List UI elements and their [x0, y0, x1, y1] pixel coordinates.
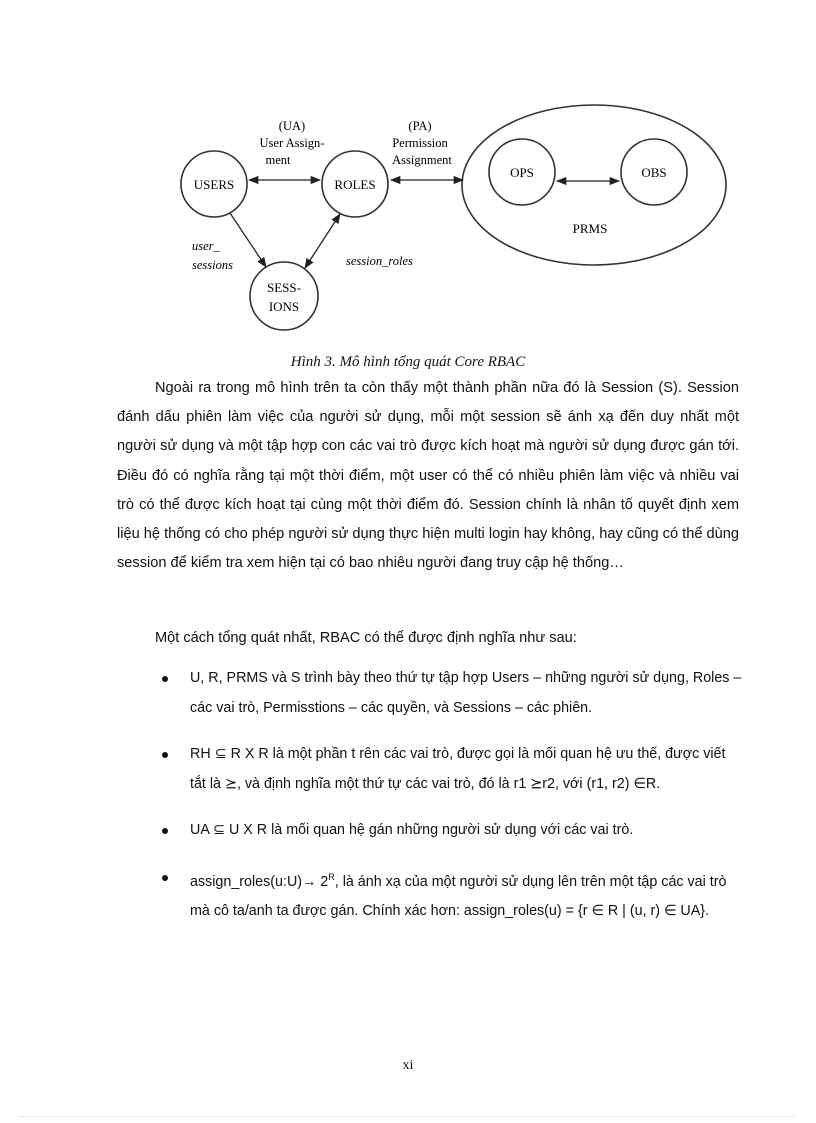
bullet-text-rh: RH ⊆ R X R là một phần t rên các vai trò, được gọi là mối quan hệ ưu thế, được viết tắt là ⪰, và định nghĩa một thứ tự các vai trò, đó là r1 ⪰r2, với (r1, r2) ∈R.	[190, 746, 726, 792]
ua-abbr-label: (UA)	[278, 119, 306, 133]
ops-label: OPS	[510, 165, 534, 180]
list-item	[170, 740, 742, 799]
prms-label: PRMS	[572, 221, 608, 236]
figure-caption: Hình 3. Mô hình tổng quát Core RBAC	[290, 354, 526, 370]
obs-label: OBS	[641, 165, 667, 180]
paragraph-definition-intro: Một cách tổng quát nhất, RBAC có thể được định nghĩa như sau:	[155, 630, 577, 646]
prms-ellipse	[462, 105, 726, 265]
session-roles-arrow	[305, 214, 340, 268]
page-bottom-divider	[20, 1116, 796, 1117]
bullet-text-assign-roles-prefix: assign_roles(u:U)→ 2	[190, 873, 329, 890]
definition-list	[170, 664, 742, 943]
ua-label-line2: ment	[265, 153, 291, 167]
user-sessions-label-line1: user_	[192, 239, 220, 253]
session-roles-label: session_roles	[346, 254, 413, 268]
list-item	[170, 863, 742, 927]
page-number: xi	[402, 1058, 414, 1073]
sessions-label-line2: IONS	[268, 299, 300, 314]
users-label: USERS	[193, 177, 235, 192]
list-item	[170, 664, 742, 723]
sessions-label-line1: SESS-	[267, 280, 301, 295]
pa-label-line1: Permission	[392, 136, 448, 150]
user-sessions-label-line2: sessions	[192, 258, 233, 272]
ua-label-line1: User Assign-	[259, 136, 325, 150]
power-set-superscript: R	[328, 871, 335, 882]
bullet-text-ua: UA ⊆ U X R là mối quan hệ gán những người sử dụng với các vai trò.	[190, 822, 634, 838]
list-item	[170, 816, 742, 846]
core-rbac-diagram	[170, 95, 730, 345]
paragraph-session: Ngoài ra trong mô hình trên ta còn thấy một thành phần nữa đó là Session (S). Session đánh dấu phiên làm việc của người sử dụng, mỗi một session sẽ ánh xạ đến duy nhất một người sử dụng và một tập hợp con các vai trò được kích hoạt mà người sử dụng được gán tới. Điều đó có nghĩa rằng tại một thời điểm, một user có thể có nhiều phiên làm việc và nhiều vai trò có thể được kích hoạt tại cùng một thời điểm đó. Session chính là nhân tố quyết định xem liệu hệ thống có cho phép người sử dụng thực hiện multi login hay không, hay cũng có thể dùng session để kiểm tra xem hiện tại có bao nhiêu người đang truy cập hệ thống…	[117, 380, 739, 572]
bullet-text-assign-roles-rest: , là ánh xạ của một người sử dụng lên trên một tập các vai trò mà cô ta/anh ta được gán. Chính xác hơn: assign_roles(u) = {r ∈ R | (u, r) ∈ UA}.	[190, 873, 727, 919]
roles-label: ROLES	[334, 177, 376, 192]
bullet-text-sets: U, R, PRMS và S trình bày theo thứ tự tập hợp Users – những người sử dụng, Roles – các vai trò, Permisstions – các quyền, và Sessions – các phiên.	[190, 670, 742, 716]
user-sessions-arrow	[230, 213, 266, 267]
pa-label-line2: Assignment	[392, 153, 452, 167]
pa-abbr-label: (PA)	[408, 119, 432, 133]
sessions-node	[250, 262, 318, 330]
